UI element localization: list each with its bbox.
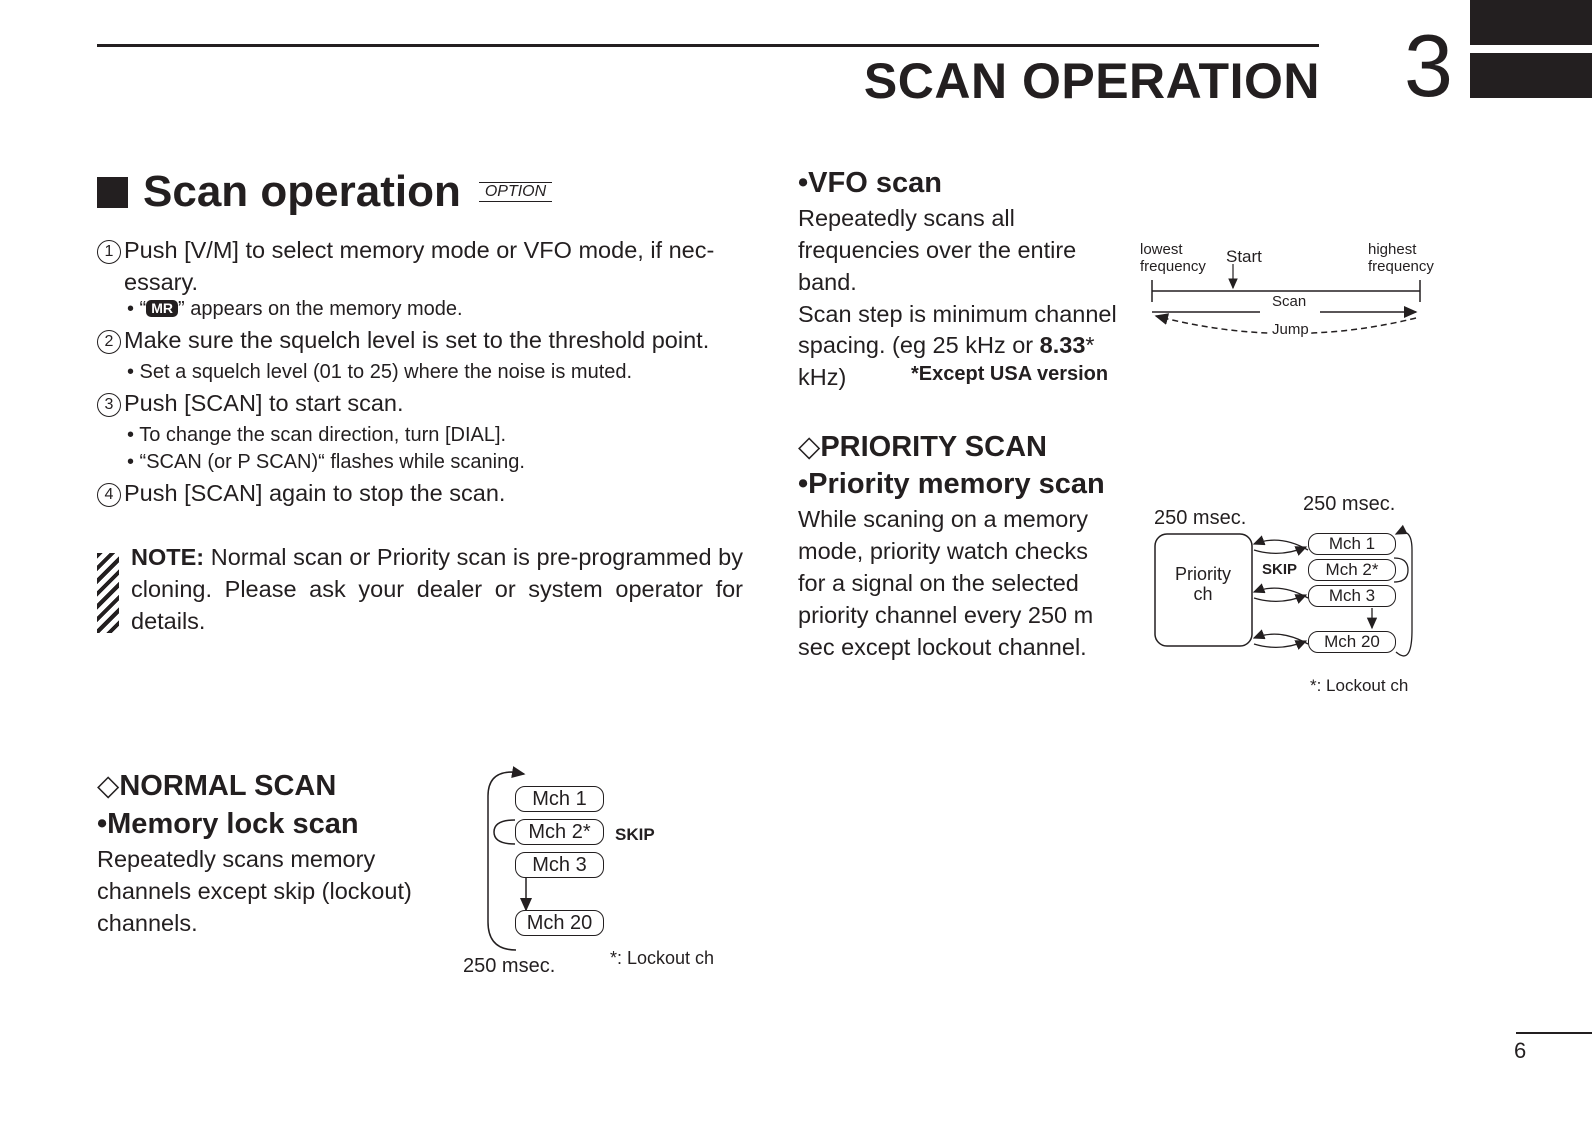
normal-channel-chip: Mch 3 (515, 852, 604, 878)
jump-label: Jump (1272, 321, 1309, 338)
step-2 (97, 325, 709, 355)
step-4 (97, 478, 505, 508)
note-body: Normal scan or Priority scan is pre-programmed by cloning. Please ask your dealer or system operator for details. (131, 544, 743, 634)
vfo-line-3: band. (798, 269, 857, 295)
lowest-label: lowest frequency (1140, 241, 1206, 275)
priority-line-4: priority channel every 250 m (798, 602, 1094, 628)
skip-label: SKIP (615, 825, 655, 844)
priority-line-3: for a signal on the selected (798, 570, 1079, 596)
step-1-continued: essary. (124, 269, 198, 295)
step-number: 1 (97, 240, 121, 264)
note-hatch-icon (97, 553, 119, 633)
step-2-note: • Set a squelch level (01 to 25) where the noise is muted. (127, 361, 633, 383)
lockout-footnote: *: Lockout ch (1310, 676, 1409, 695)
chapter-number: 3 (1404, 16, 1453, 115)
priority-line-2: mode, priority watch checks (798, 538, 1088, 564)
skip-bracket (494, 820, 515, 844)
step-4-text: Push [SCAN] again to stop the scan. (124, 480, 506, 506)
highest-label: highest frequency (1368, 241, 1434, 275)
step-1-text: Push [V/M] to select memory mode or VFO mode, if nec- (124, 237, 715, 263)
vfo-line-1: Repeatedly scans all (798, 205, 1015, 231)
diamond-icon: ◇ (97, 770, 120, 802)
priority-line-1: While scaning on a memory (798, 506, 1088, 532)
except-usa-note: *Except USA version (911, 363, 1109, 385)
lockout-footnote: *: Lockout ch (610, 948, 715, 968)
step-1 (97, 235, 714, 265)
header-rule (97, 44, 1319, 47)
option-badge: OPTION (479, 182, 552, 202)
step-number: 4 (97, 483, 121, 507)
page-number: 6 (1514, 1038, 1527, 1063)
normal-scan-line-1: Repeatedly scans memory (97, 846, 376, 872)
chapter-tab-bar-bottom (1470, 53, 1592, 98)
interval-right-label: 250 msec. (1303, 493, 1396, 515)
loop-arrow (1396, 532, 1412, 656)
normal-channel-chip: Mch 2* (515, 819, 604, 845)
normal-channel-chip: Mch 20 (515, 910, 604, 936)
normal-scan-line-3: channels. (97, 910, 198, 936)
priority-channel-chip: Mch 2* (1308, 559, 1396, 581)
section-title (97, 167, 552, 217)
step-number: 2 (97, 330, 121, 354)
vfo-line-6: kHz) (798, 364, 847, 390)
step-number: 3 (97, 393, 121, 417)
priority-channel-chip: Mch 20 (1308, 631, 1396, 653)
interval-label: 250 msec. (463, 955, 556, 977)
mr-badge-icon: MR (146, 300, 178, 317)
chapter-title: SCAN OPERATION (863, 53, 1320, 109)
note-text (131, 541, 743, 637)
priority-channel-chip: Mch 3 (1308, 585, 1396, 607)
priority-line-5: sec except lockout channel. (798, 634, 1087, 660)
vfo-scan-heading: •VFO scan (798, 167, 942, 199)
section-title-text: Scan operation (143, 167, 461, 216)
step-1-note: • “ MR ” appears on the memory mode. (127, 298, 463, 320)
priority-channel-label: Priority ch (1174, 564, 1231, 604)
normal-scan-heading: ◇NORMAL SCAN (97, 770, 337, 802)
step-3-note-direction: • To change the scan direction, turn [DIAL]. (127, 424, 507, 446)
normal-scan-line-2: channels except skip (lockout) (97, 878, 412, 904)
scan-label: Scan (1272, 293, 1307, 310)
step-2-text: Make sure the squelch level is set to the threshold point. (124, 327, 710, 353)
start-label: Start (1226, 247, 1262, 266)
page-number-rule (1516, 1032, 1592, 1034)
step-3-text: Push [SCAN] to start scan. (124, 390, 404, 416)
chapter-tab-bar-top (1470, 0, 1592, 45)
interval-left-label: 250 msec. (1154, 507, 1247, 529)
vfo-line-4: Scan step is minimum channel (798, 301, 1117, 327)
diamond-icon: ◇ (798, 431, 821, 463)
skip-label: SKIP (1262, 561, 1298, 578)
priority-scan-heading: ◇PRIORITY SCAN (798, 431, 1047, 463)
vfo-line-2: frequencies over the entire (798, 237, 1077, 263)
priority-memory-scan-heading: •Priority memory scan (798, 468, 1105, 500)
normal-channel-chip: Mch 1 (515, 786, 604, 812)
step-3 (97, 388, 404, 418)
vfo-line-5: spacing. (eg 25 kHz or 8.33* (798, 332, 1095, 358)
memory-lock-scan-heading: •Memory lock scan (97, 808, 359, 840)
square-bullet-icon (97, 177, 128, 208)
priority-channel-chip: Mch 1 (1308, 533, 1396, 555)
step-3-note-flash: • “SCAN (or P SCAN)“ flashes while scaning. (127, 451, 525, 473)
note-label: NOTE: (131, 544, 205, 570)
